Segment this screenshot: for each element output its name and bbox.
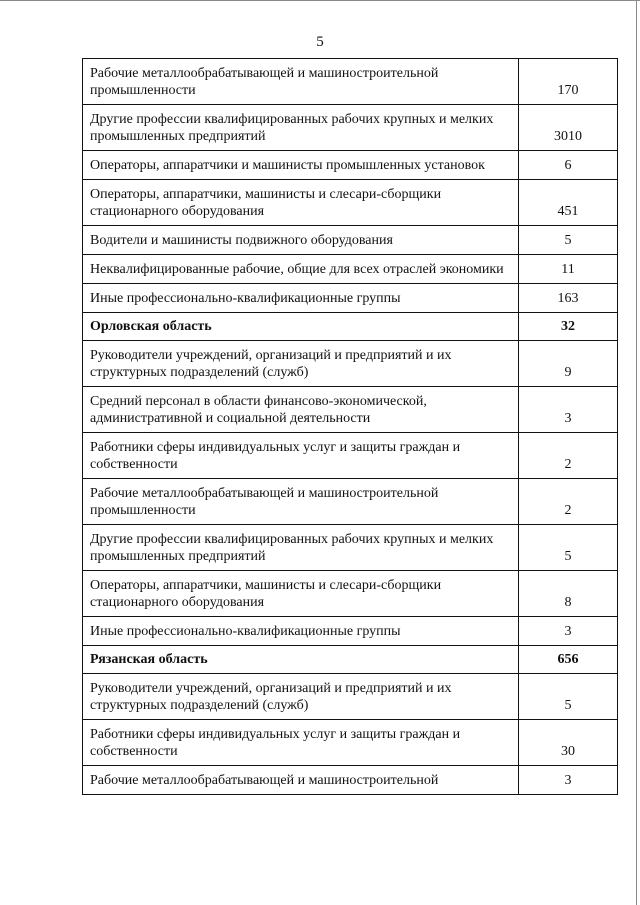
table-row	[83, 387, 618, 433]
occupation-group-label: Операторы, аппаратчики, машинисты и слесари-сборщики стационарного оборудования	[83, 571, 519, 617]
occupation-group-label: Работники сферы индивидуальных услуг и защиты граждан и собственности	[83, 720, 519, 766]
occupation-count: 3	[519, 617, 618, 646]
region-name: Орловская область	[83, 313, 519, 341]
region-name: Рязанская область	[83, 646, 519, 674]
occupation-count: 3	[519, 766, 618, 795]
occupation-count: 9	[519, 341, 618, 387]
table-row	[83, 433, 618, 479]
page-edge-right	[636, 0, 637, 905]
table-row	[83, 479, 618, 525]
table-row	[83, 151, 618, 180]
table-row	[83, 766, 618, 795]
occupation-count: 6	[519, 151, 618, 180]
occupation-group-label: Операторы, аппаратчики, машинисты и слесари-сборщики стационарного оборудования	[83, 180, 519, 226]
occupation-count: 5	[519, 525, 618, 571]
table-row	[83, 525, 618, 571]
occupation-count: 5	[519, 226, 618, 255]
occupation-group-label: Работники сферы индивидуальных услуг и защиты граждан и собственности	[83, 433, 519, 479]
table-row	[83, 284, 618, 313]
occupation-group-label: Иные профессионально-квалификационные группы	[83, 617, 519, 646]
occupation-count: 30	[519, 720, 618, 766]
occupation-count: 163	[519, 284, 618, 313]
occupation-table	[82, 58, 618, 795]
page-number: 5	[316, 34, 324, 50]
occupation-count: 2	[519, 433, 618, 479]
table-row	[83, 720, 618, 766]
table-row	[83, 341, 618, 387]
occupation-count: 8	[519, 571, 618, 617]
occupation-count: 3010	[519, 105, 618, 151]
region-total: 656	[519, 646, 618, 674]
occupation-group-label: Иные профессионально-квалификационные группы	[83, 284, 519, 313]
region-total: 32	[519, 313, 618, 341]
occupation-count: 3	[519, 387, 618, 433]
region-row	[83, 313, 618, 341]
occupation-count: 2	[519, 479, 618, 525]
occupation-count: 5	[519, 674, 618, 720]
table-row	[83, 571, 618, 617]
occupation-group-label: Неквалифицированные рабочие, общие для всех отраслей экономики	[83, 255, 519, 284]
occupation-count: 11	[519, 255, 618, 284]
occupation-group-label: Водители и машинисты подвижного оборудования	[83, 226, 519, 255]
occupation-count: 170	[519, 59, 618, 105]
occupation-group-label: Другие профессии квалифицированных рабочих крупных и мелких промышленных предприятий	[83, 525, 519, 571]
occupation-table-body	[83, 59, 618, 795]
region-row	[83, 646, 618, 674]
table-row	[83, 226, 618, 255]
table-row	[83, 617, 618, 646]
occupation-group-label: Рабочие металлообрабатывающей и машиностроительной	[83, 766, 519, 795]
occupation-group-label: Средний персонал в области финансово-экономической, административной и социальной деятельности	[83, 387, 519, 433]
occupation-group-label: Операторы, аппаратчики и машинисты промышленных установок	[83, 151, 519, 180]
occupation-group-label: Руководители учреждений, организаций и предприятий и их структурных подразделений (служб)	[83, 341, 519, 387]
occupation-group-label: Рабочие металлообрабатывающей и машиностроительной промышленности	[83, 479, 519, 525]
table-row	[83, 59, 618, 105]
page-edge-top	[0, 0, 640, 1]
occupation-group-label: Другие профессии квалифицированных рабочих крупных и мелких промышленных предприятий	[83, 105, 519, 151]
table-row	[83, 180, 618, 226]
occupation-group-label: Руководители учреждений, организаций и предприятий и их структурных подразделений (служб)	[83, 674, 519, 720]
occupation-count: 451	[519, 180, 618, 226]
table-row	[83, 255, 618, 284]
occupation-group-label: Рабочие металлообрабатывающей и машиностроительной промышленности	[83, 59, 519, 105]
table-row	[83, 105, 618, 151]
table-row	[83, 674, 618, 720]
